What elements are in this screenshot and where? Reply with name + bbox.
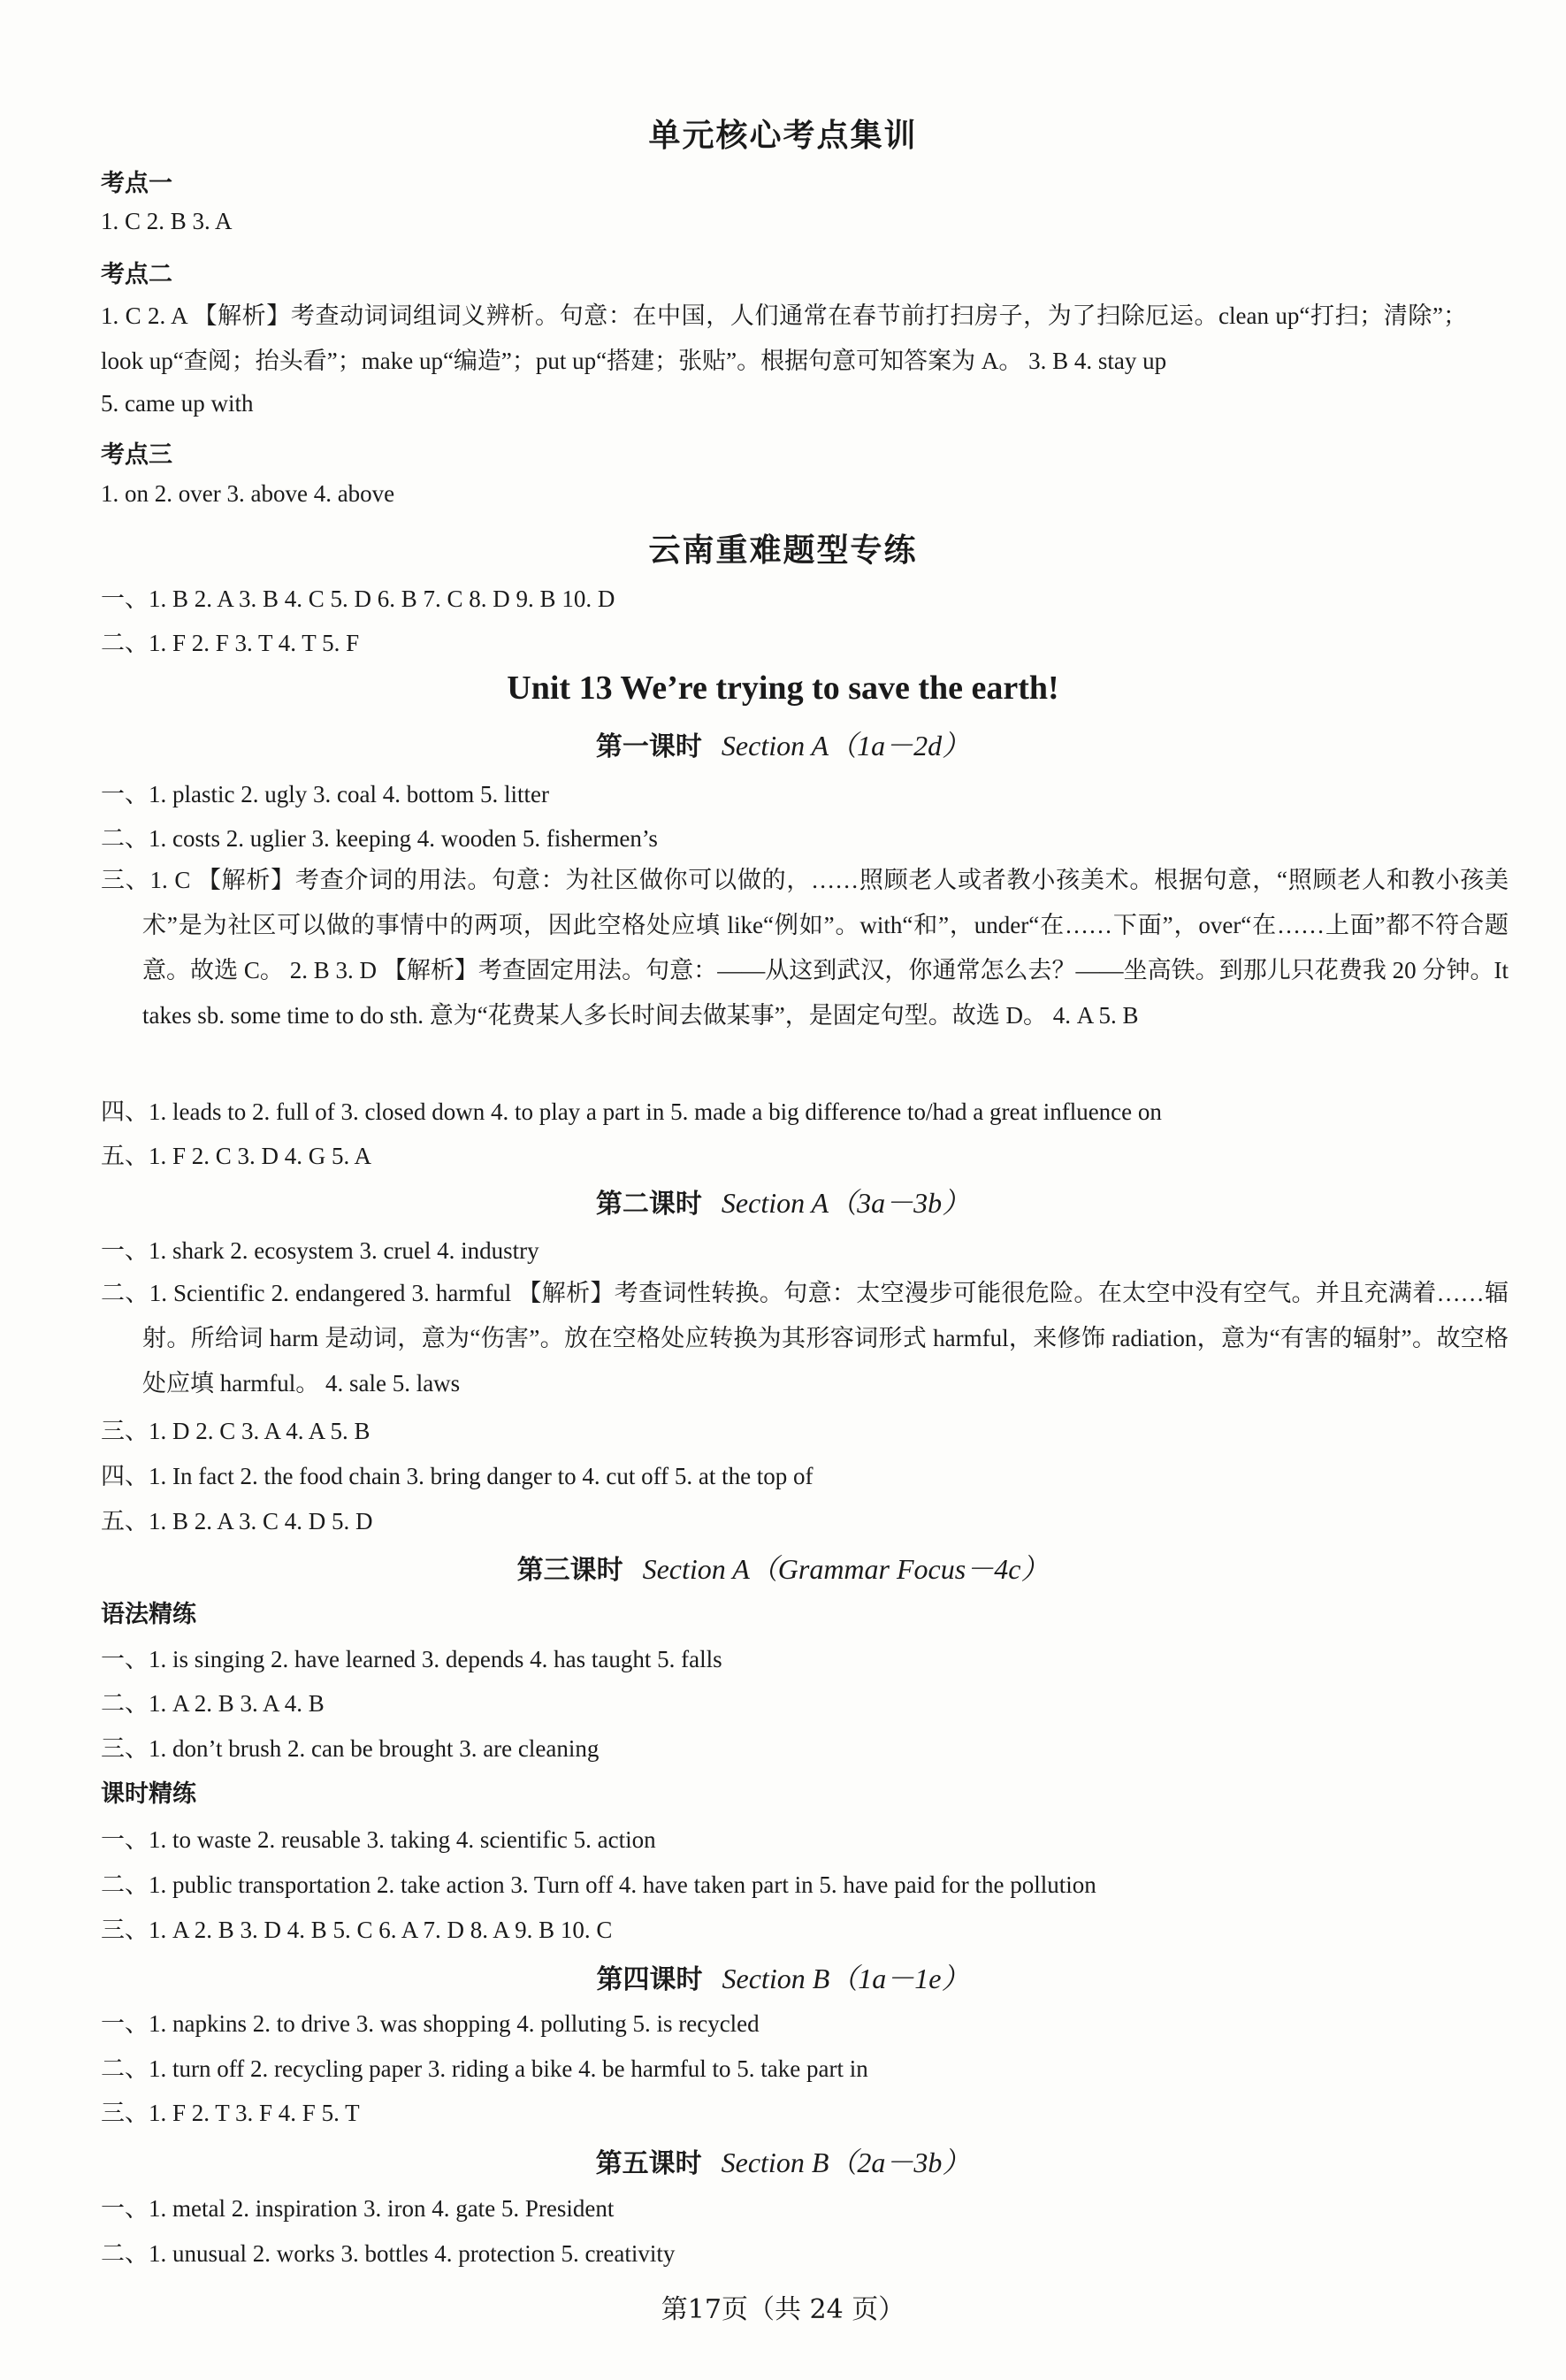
lesson-1-title: 第一课时	[595, 731, 702, 762]
lesson-2-part-4: 四、1. In fact 2. the food chain 3. bring danger to 4. cut off 5. at the top of	[101, 1463, 814, 1489]
lesson-1-part-1: 一、1. plastic 2. ugly 3. coal 4. bottom 5. litter	[101, 781, 549, 807]
page-footer: 第17页（共 24 页）	[661, 2294, 905, 2325]
lesson-2-part-3: 三、1. D 2. C 3. A 4. A 5. B	[101, 1418, 370, 1444]
lesson-3-title: 第三课时	[516, 1555, 623, 1586]
lesson-4-title: 第四课时	[596, 1964, 703, 1995]
section-heading-core-points: 单元核心考点集训	[648, 117, 918, 154]
lesson-5-heading	[0, 2140, 1566, 2181]
key-point-1-label: 考点一	[101, 170, 172, 197]
lesson-2-part-2: 二、1. Scientific 2. endangered 3. harmful 【解析】考查词性转换。句意：太空漫步可能很危险。在太空中没有空气。并且充满着……辐射。所给词 harm 是动词，意为“伤害”。放在空格处应转换为其形容词形式 harmful，来修饰 radiation，意为“有害的辐射”。故空格处应填 harmful。 4. sale 5. laws	[101, 1280, 1509, 1397]
lesson-2-heading	[0, 1181, 1566, 1221]
lesson-practice-label: 课时精练	[101, 1780, 196, 1808]
grammar-practice-part-1: 一、1. is singing 2. have learned 3. depends 4. has taught 5. falls	[101, 1646, 722, 1672]
lesson-1-heading	[0, 723, 1566, 764]
lesson-4-heading	[0, 1956, 1566, 1997]
grammar-practice-part-2: 二、1. A 2. B 3. A 4. B	[101, 1690, 325, 1717]
key-point-2-answers: 1. C 2. A 【解析】考查动词词组词义辨析。句意：在中国，人们通常在春节前打扫房子，为了扫除厄运。clean up“打扫；清除”；look up“查阅；抬头看”；make up“编造”；put up“搭建；张贴”。根据句意可知答案为 A。 3. B 4. stay up	[101, 302, 1467, 374]
yunnan-drill-part-1: 一、1. B 2. A 3. B 4. C 5. D 6. B 7. C 8. D 9. B 10. D	[101, 585, 615, 612]
lesson-practice-part-3: 三、1. A 2. B 3. D 4. B 5. C 6. A 7. D 8. A 9. B 10. C	[101, 1917, 613, 1943]
lesson-4-part-2: 二、1. turn off 2. recycling paper 3. riding a bike 4. be harmful to 5. take part in	[101, 2055, 868, 2082]
lesson-practice-part-2: 二、1. public transportation 2. take action 3. Turn off 4. have taken part in 5. have paid for the pollution	[101, 1871, 1096, 1898]
lesson-practice-part-1: 一、1. to waste 2. reusable 3. taking 4. scientific 5. action	[101, 1826, 656, 1853]
lesson-2-part-5: 五、1. B 2. A 3. C 4. D 5. D	[101, 1508, 373, 1534]
grammar-practice-part-3: 三、1. don’t brush 2. can be brought 3. are cleaning	[101, 1735, 600, 1762]
lesson-2-part-1: 一、1. shark 2. ecosystem 3. cruel 4. industry	[101, 1237, 539, 1264]
unit-title: Unit 13 We’re trying to save the earth!	[507, 670, 1059, 707]
section-heading-yunnan-drill: 云南重难题型专练	[648, 532, 918, 569]
lesson-1-part-3: 三、1. C 【解析】考查介词的用法。句意：为社区做你可以做的，……照顾老人或者教小孩美术。根据句意，“照顾老人和教小孩美术”是为社区可以做的事情中的两项，因此空格处应填 like“例如”。with“和”，under“在……下面”，over“在……上面”都不符合题意。故选 C。 2. B 3. D 【解析】考查固定用法。句意：——从这到武汉，你通常怎么去？——坐高铁。到那儿只花费我 20 分钟。It takes sb. some time to do sth. 意为“花费某人多长时间去做某事”，是固定句型。故选 D。 4. A 5. B	[101, 867, 1509, 1029]
key-point-3-label: 考点三	[101, 441, 172, 469]
key-point-2-answers-cont: 5. came up with	[101, 390, 254, 417]
grammar-practice-label: 语法精练	[101, 1601, 196, 1628]
lesson-2-title: 第二课时	[595, 1189, 702, 1220]
lesson-5-part-1: 一、1. metal 2. inspiration 3. iron 4. gate 5. President	[101, 2195, 615, 2222]
lesson-4-part-1: 一、1. napkins 2. to drive 3. was shopping 4. polluting 5. is recycled	[101, 2010, 760, 2037]
lesson-4-section: Section B（1a－1e）	[722, 1963, 970, 1994]
lesson-4-part-3: 三、1. F 2. T 3. F 4. F 5. T	[101, 2100, 360, 2126]
lesson-3-heading	[0, 1547, 1566, 1588]
lesson-1-section: Section A（1a－2d）	[721, 730, 971, 761]
lesson-1-part-2: 二、1. costs 2. uglier 3. keeping 4. wooden 5. fishermen’s	[101, 825, 658, 852]
lesson-3-section: Section A（Grammar Focus－4c）	[642, 1553, 1050, 1585]
key-point-3-answers: 1. on 2. over 3. above 4. above	[101, 480, 395, 507]
lesson-1-part-4: 四、1. leads to 2. full of 3. closed down 4. to play a part in 5. made a big difference to/had a great influence on	[101, 1098, 1162, 1125]
yunnan-drill-part-2: 二、1. F 2. F 3. T 4. T 5. F	[101, 630, 360, 656]
lesson-1-part-5: 五、1. F 2. C 3. D 4. G 5. A	[101, 1143, 372, 1169]
lesson-5-part-2: 二、1. unusual 2. works 3. bottles 4. protection 5. creativity	[101, 2240, 676, 2267]
key-point-1-answers: 1. C 2. B 3. A	[101, 208, 233, 234]
lesson-2-section: Section A（3a－3b）	[721, 1187, 971, 1219]
lesson-5-title: 第五课时	[595, 2148, 702, 2179]
key-point-2-label: 考点二	[101, 261, 172, 288]
lesson-5-section: Section B（2a－3b）	[721, 2147, 971, 2178]
